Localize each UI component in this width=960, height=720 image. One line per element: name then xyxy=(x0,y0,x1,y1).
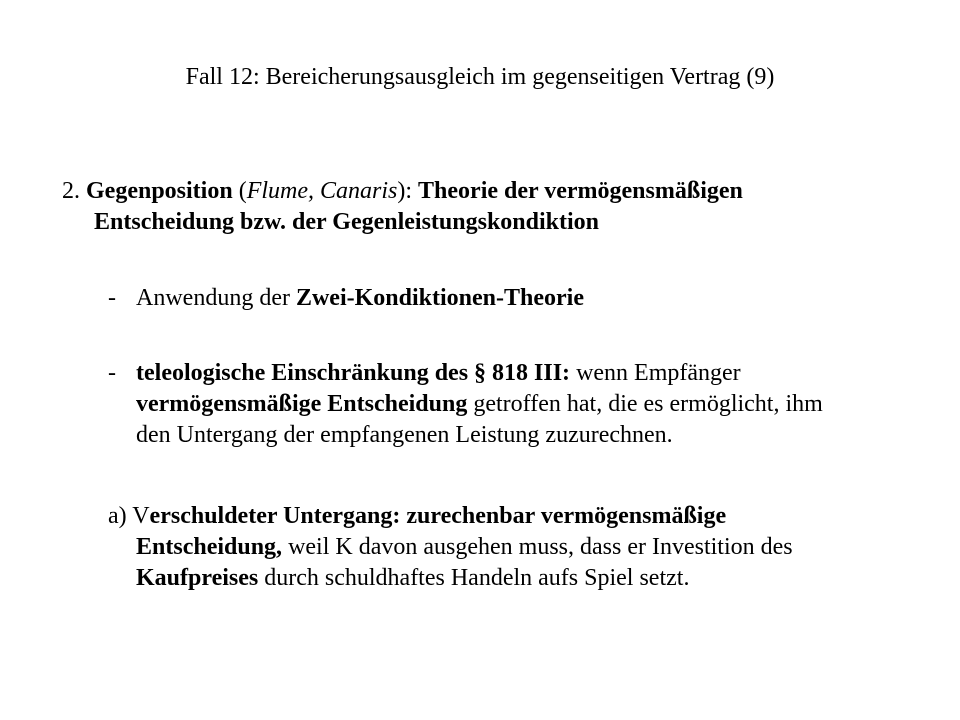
point-a-verschuldeter-untergang xyxy=(108,501,928,594)
point-2-number: 2. xyxy=(62,178,86,204)
dash-2-line-2 xyxy=(108,389,928,420)
point-a-line-3 xyxy=(108,563,928,594)
point-a-text-1: weil K davon ausgehen muss, dass er Investition des xyxy=(282,534,793,560)
point-a-line-1 xyxy=(108,501,928,532)
point-a-text-2: durch schuldhaftes Handeln aufs Spiel setzt. xyxy=(258,565,690,591)
dash-1-text: Anwendung der xyxy=(136,285,296,311)
dash-item-teleologische-einschraenkung xyxy=(108,358,928,451)
dash-item-zwei-kondiktionen xyxy=(108,283,928,314)
dash-2-bold-2: vermögensmäßige Entscheidung xyxy=(136,391,468,417)
point-2-theory-line-1: Theorie der vermögensmäßigen xyxy=(418,178,743,204)
point-a-prefix: a) V xyxy=(108,503,150,529)
point-a-bold-1: erschuldeter Untergang: zurechenbar vermögensmäßige xyxy=(149,503,727,529)
point-a-bold-2: Entscheidung, xyxy=(136,534,283,560)
dash-2-bold-1: teleologische Einschränkung des § 818 III: xyxy=(136,360,571,386)
dash-2-line-3: den Untergang der empfangenen Leistung zuzurechnen. xyxy=(136,422,673,448)
point-2-theory-line-2: Entscheidung bzw. der Gegenleistungskondiktion xyxy=(94,209,600,235)
dash-1-bold: Zwei-Kondiktionen-Theorie xyxy=(295,285,584,311)
point-a-bold-3: Kaufpreises xyxy=(136,565,259,591)
dash-2-line-1 xyxy=(108,358,928,389)
slide-title: Fall 12: Bereicherungsausgleich im gegenseitigen Vertrag (9) xyxy=(185,64,775,90)
dash-marker: - xyxy=(108,285,116,311)
dash-2-text-1: wenn Empfänger xyxy=(570,360,741,386)
dash-marker: - xyxy=(108,360,116,386)
point-a-line-2 xyxy=(108,532,928,563)
dash-2-text-2: getroffen hat, die es ermöglicht, ihm xyxy=(467,391,823,417)
point-2-line-1 xyxy=(62,176,922,207)
point-2-paren-open: ( xyxy=(232,178,247,204)
point-2-gegenposition xyxy=(62,176,922,238)
point-2-authors: Flume, Canaris xyxy=(246,178,398,204)
point-2-paren-close: ): xyxy=(397,178,419,204)
point-2-heading: Gegenposition xyxy=(86,178,233,204)
